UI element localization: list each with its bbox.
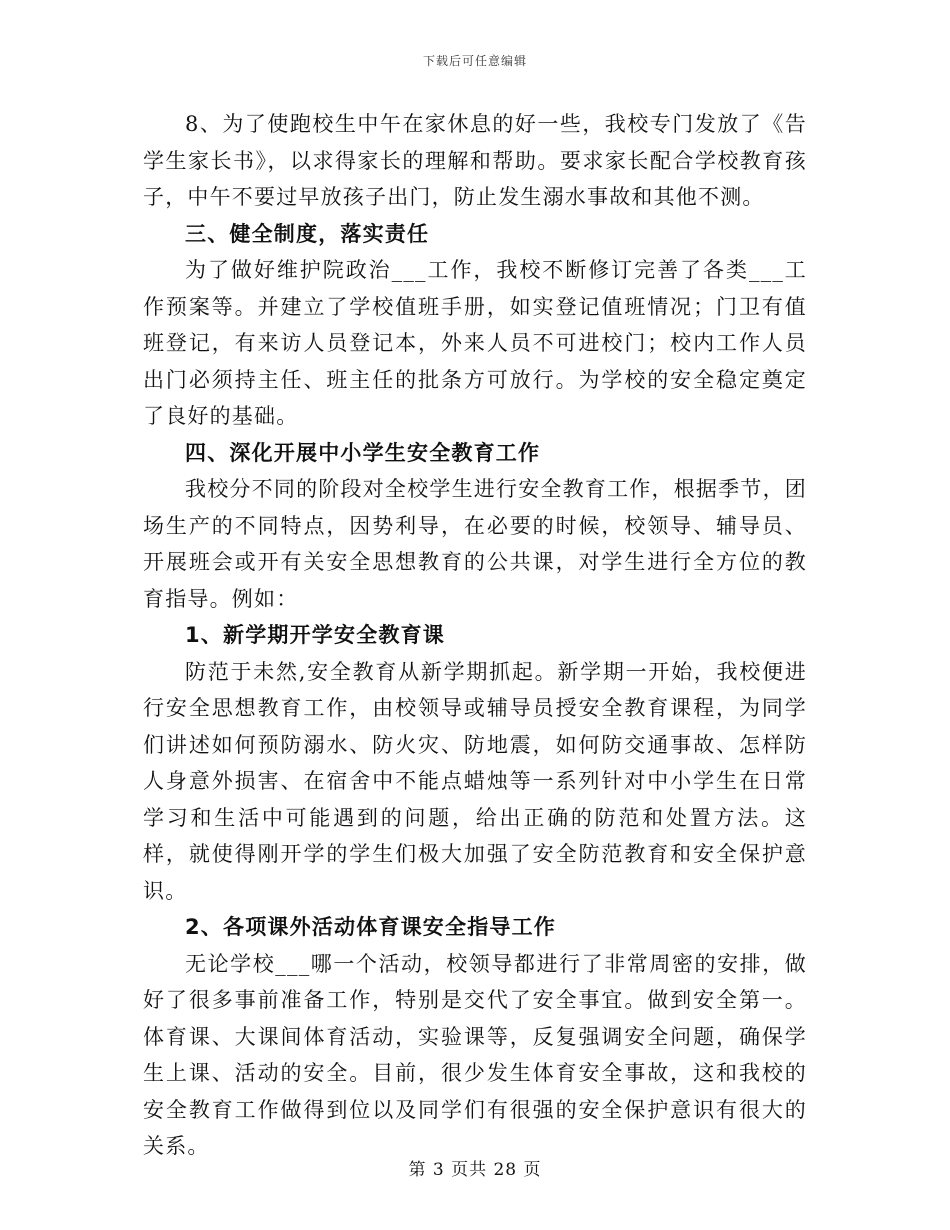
document-body [143,106,807,1165]
paragraph-section-4: 我校分不同的阶段对全校学生进行安全教育工作，根据季节，团场生产的不同特点，因势利导，在必要的时候，校领导、辅导员、开展班会或开有关安全思想教育的公共课，对学生进行全方位的教育指导。例如： [143,477,807,611]
paragraph-item-8: 8、为了使跑校生中午在家休息的好一些，我校专门发放了《告学生家长书》，以求得家长的理解和帮助。要求家长配合学校教育孩子，中午不要过早放孩子出门，防止发生溺水事故和其他不测。 [143,112,807,209]
paragraph-subsection-2: 无论学校___哪一个活动，校领导都进行了非常周密的安排，做好了很多事前准备工作，特别是交代了安全事宜。做到安全第一。体育课、大课间体育活动，实验课等，反复强调安全问题，确保学生上课、活动的安全。目前，很少发生体育安全事故，这和我校的安全教育工作做得到位以及同学们有很强的安全保护意识有很大的关系。 [143,951,807,1158]
section-heading-4: 四、深化开展中小学生安全教育工作 [185,440,541,465]
paragraph-section-3: 为了做好维护院政治___工作，我校不断修订完善了各类___工作预案等。并建立了学校值班手册，如实登记值班情况；门卫有值班登记，有来访人员登记本，外来人员不可进校门；校内工作人员出门必须持主任、班主任的批条方可放行。为学校的安全稳定奠定了良好的基础。 [143,258,807,428]
subsection-heading-2: 2、各项课外活动体育课安全指导工作 [185,915,557,939]
subsection-heading-1: 1、新学期开学安全教育课 [185,623,446,647]
paragraph-subsection-1: 防范于未然,安全教育从新学期抓起。新学期一开始，我校便进行安全思想教育工作，由校领导或辅导员授安全教育课程，为同学们讲述如何预防溺水、防火灾、防地震，如何防交通事故、怎样防人身意外损害、在宿舍中不能点蜡烛等一系列针对中小学生在日常学习和生活中可能遇到的问题，给出正确的防范和处置方法。这样，就使得刚开学的学生们极大加强了安全防范教育和安全保护意识。 [143,659,807,903]
page-footer: 第 3 页共 28 页 [408,1160,542,1180]
page-header: 下载后可任意编辑 [422,54,527,68]
section-heading-3: 三、健全制度，落实责任 [185,221,430,246]
